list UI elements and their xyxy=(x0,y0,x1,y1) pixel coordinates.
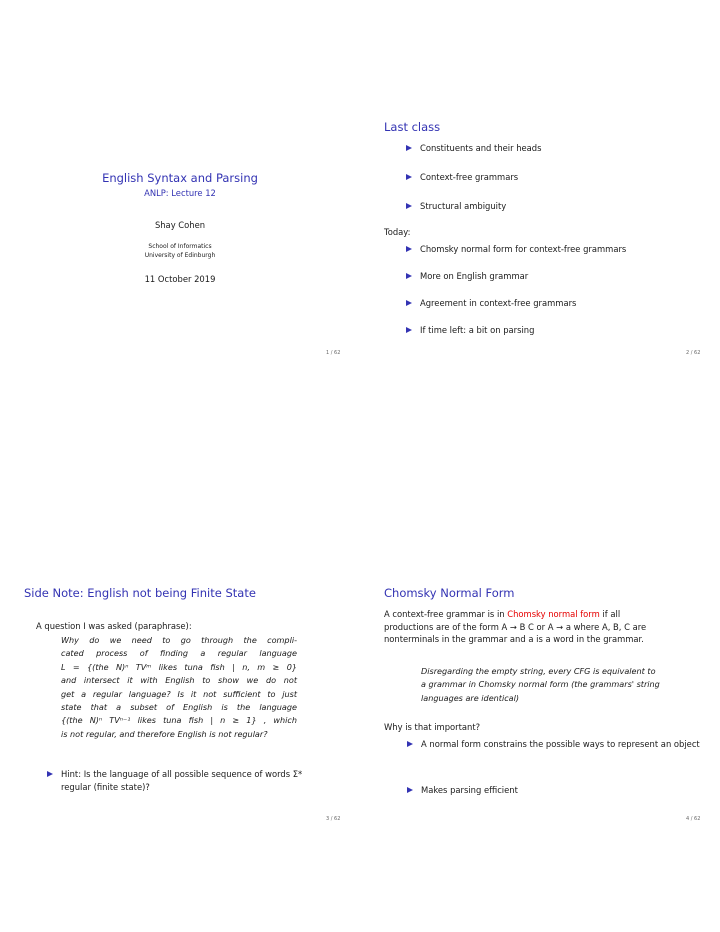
bullet-icon xyxy=(406,300,412,306)
bullet-icon xyxy=(406,145,412,151)
definition: A context-free grammar is in Chomsky normal form if all productions are of the form A → B C or A → a where A, B, C are nonterminals in the grammar and a is a word in the grammar. xyxy=(384,609,647,645)
list-item: Makes parsing efficient xyxy=(407,785,518,795)
slide-2 xyxy=(360,0,720,466)
date: 11 October 2019 xyxy=(144,274,216,284)
bullet-icon xyxy=(406,327,412,333)
slide-3 xyxy=(0,466,360,932)
university: University of Edinburgh xyxy=(144,252,216,259)
equivalence-note: Disregarding the empty string, every CFG is equivalent to a grammar in Chomsky normal form (the grammars' string languages are identical) xyxy=(421,666,660,703)
slide-title: Last class xyxy=(384,120,441,134)
highlighted-term: Chomsky normal form xyxy=(507,609,600,619)
today-list xyxy=(406,244,626,335)
today-label: Today: xyxy=(384,227,411,237)
page-number: 3 / 62 xyxy=(326,816,341,822)
list-item: More on English grammar xyxy=(406,271,626,281)
slide-title: Side Note: English not being Finite State xyxy=(24,586,256,600)
slide-title: Chomsky Normal Form xyxy=(384,586,515,600)
page-number: 4 / 62 xyxy=(686,816,701,822)
list-item: Structural ambiguity xyxy=(406,201,541,211)
author: Shay Cohen xyxy=(154,220,206,230)
question-quote: Why do we need to go through the compli- cated process of finding a regular language L = {(the N)ⁿ TVᵐ likes tuna fish | n, m ≥ 0} and intersect it with English to show we do not get a regular language? Is it not sufficient to just state that a subset of English is the language {(the N)ⁿ TVⁿ⁻¹ likes tuna fish | n ≥ 1} , which is not regular, and therefore English is not regular? xyxy=(61,635,297,739)
intro-text: A question I was asked (paraphrase): xyxy=(36,621,192,631)
bullet-icon xyxy=(406,273,412,279)
page-number: 2 / 62 xyxy=(686,350,701,356)
page-number: 1 / 62 xyxy=(326,350,341,356)
slide-4 xyxy=(360,466,720,932)
list-item: Context-free grammars xyxy=(406,172,541,182)
list-item: Agreement in context-free grammars xyxy=(406,298,626,308)
why-question: Why is that important? xyxy=(384,722,481,732)
bullet-icon xyxy=(406,246,412,252)
list-item: A normal form constrains the possible ways to represent an object xyxy=(407,738,707,751)
slide-1 xyxy=(0,0,360,466)
bullet-icon xyxy=(407,741,413,747)
bullet-icon xyxy=(407,787,413,793)
list-item: If time left: a bit on parsing xyxy=(406,325,626,335)
hint: Hint: Is the language of all possible sequence of words Σ* regular (finite state)? xyxy=(47,768,302,794)
lecture-title: English Syntax and Parsing xyxy=(102,171,258,185)
bullet-icon xyxy=(406,203,412,209)
school: School of Informatics xyxy=(148,243,212,250)
list-item: Constituents and their heads xyxy=(406,143,541,153)
list-item: Chomsky normal form for context-free grammars xyxy=(406,244,626,254)
lecture-subtitle: ANLP: Lecture 12 xyxy=(144,188,216,198)
bullet-icon xyxy=(47,771,53,777)
bullet-icon xyxy=(406,174,412,180)
last-class-list xyxy=(406,143,541,211)
